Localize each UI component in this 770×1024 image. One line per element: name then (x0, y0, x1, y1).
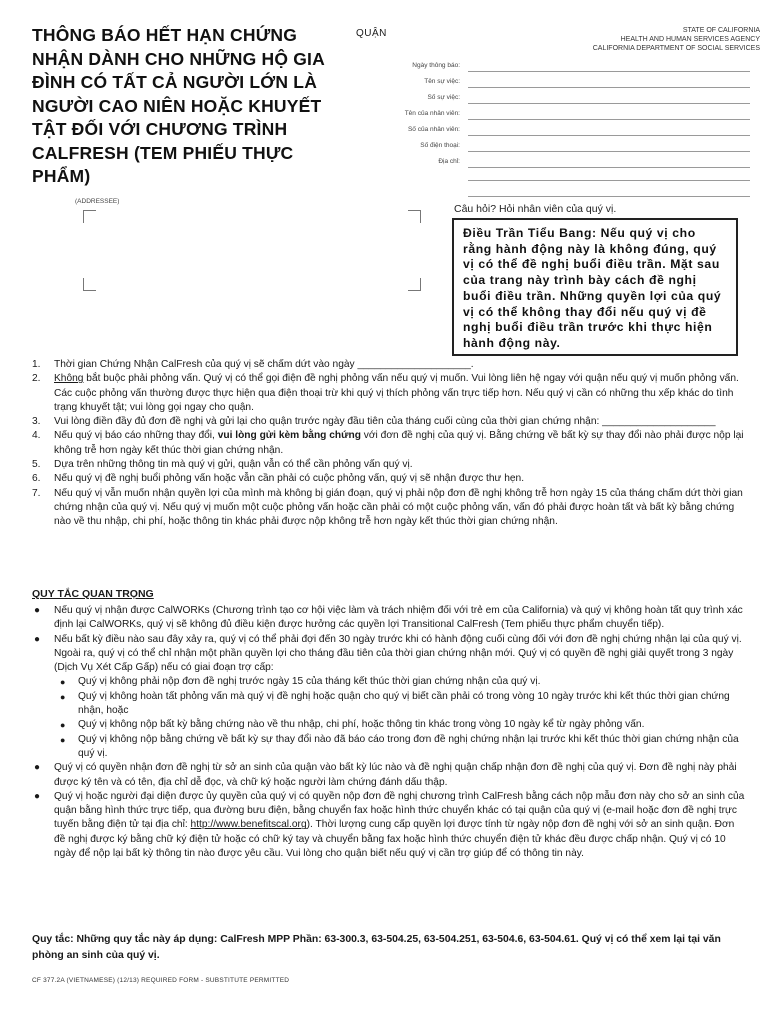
address-line[interactable] (468, 180, 750, 181)
field-label: Tên sự việc: (424, 78, 460, 85)
sub-list-item: ● Quý vị không nộp bằng chứng về bất kỳ sự thay đổi nào đã báo cáo trong đơn đề nghị chứng nhận lại trước khi kết thúc thời gian chứng nhận của quý vị. (60, 733, 739, 759)
agency-block (593, 26, 760, 53)
numbered-list (32, 358, 746, 530)
bullet-icon: ● (34, 790, 41, 802)
worker-number-field[interactable] (340, 124, 750, 136)
field-label: Địa chỉ: (438, 158, 460, 165)
case-name-field[interactable] (340, 76, 750, 88)
fair-hearing-text: Điều Trần Tiểu Bang: Nếu quý vị cho rằng hành động này là không đúng, quý vị có thể đề nghị buổi điều trần. Mặt sau của trang này trình bày cách đề nghị buổi điều trần. Những quyền lợi của quý vị có thể không thay đổi nếu quý vị đề nghị buổi điều trần trước khi thực hiện hành động này. (463, 226, 722, 350)
list-item: 5. Dựa trên những thông tin mà quý vị gửi, quận vẫn có thể cần phỏng vấn quý vị. (32, 459, 413, 471)
bullet-icon: ● (34, 762, 41, 774)
field-label: Tên của nhân viên: (404, 110, 460, 117)
list-item: ● Quý vị có quyền nhận đơn đề nghị từ sở an sinh của quận vào bất kỳ lúc nào và đề nghị quận chấp nhận đơn đề nghị của quý vị. Đơn đề nghị này phải được ký tên và có tên, địa chỉ dễ đọc, và chữ ký hoặc người làm chứng đánh dấu thập. (34, 762, 737, 788)
list-item: 2. Không bắt buộc phải phỏng vấn. Quý vị có thể gọi điện đề nghị phỏng vấn nếu quý vị muốn. Vui lòng liên hệ ngay với quận nếu quý vị muốn phỏng vấn. Các cuộc phỏng vấn thường được thực hiện qua điện thoại trừ khi quý vị thích phỏng vấn trực tiếp hơn. Nếu quý vị cần có những thu xếp khác do tình trạng khuyết tật; vui lòng gọi ngay cho quận. (32, 373, 739, 413)
list-item: 3. Vui lòng điền đầy đủ đơn đề nghị và gửi lại cho quận trước ngày đầu tiên của tháng cuối cùng của thời gian chứng nhận: ____________________ (32, 416, 716, 428)
benefitscal-link[interactable]: http://www.benefitscal.org (190, 819, 307, 831)
list-item: 1. Thời gian Chứng Nhận CalFresh của quý vị sẽ chấm dứt vào ngày ____________________. (32, 359, 474, 370)
section-heading: QUY TẮC QUAN TRỌNG (32, 588, 154, 600)
phone-field[interactable] (340, 140, 750, 152)
agency-line: STATE OF CALIFORNIA (682, 27, 760, 34)
question-text: Câu hỏi? Hỏi nhân viên của quý vị. (454, 203, 617, 215)
list-item: 6. Nếu quý vị đề nghị buổi phỏng vấn hoặc vẫn cần phải có cuộc phỏng vấn, quý vị sẽ nhận được thư hẹn. (32, 473, 525, 485)
sub-list-item: ● Quý vị không nộp bất kỳ bằng chứng nào về thu nhập, chi phí, hoặc thông tin khác trong vòng 10 ngày kể từ ngày phỏng vấn. (54, 718, 746, 732)
list-item: 4. Nếu quý vị báo cáo những thay đổi, vui lòng gửi kèm bằng chứng với đơn đề nghị của quý vị. Bằng chứng về bất kỳ sự thay đổi nào phải được nộp lại không trễ hơn ngày kết thúc thời gian chứng nhận. (32, 430, 744, 456)
addressee-label: (ADDRESSEE) (75, 198, 120, 205)
case-number-field[interactable] (340, 92, 750, 104)
bullet-list (32, 604, 746, 861)
window-corner-mark (83, 210, 96, 223)
bullet-icon: ● (60, 677, 66, 688)
worker-name-field[interactable] (340, 108, 750, 120)
bullet-icon: ● (34, 605, 41, 616)
address-line[interactable] (468, 196, 750, 197)
county-label: QUẬN (356, 28, 387, 39)
list-item: 7. Nếu quý vị vẫn muốn nhận quyền lợi của mình mà không bị gián đoạn, quý vị phải nộp đơn đề nghị không trễ hơn ngày 15 của tháng chấm dứt thời gian chứng nhận của quý vị. Nếu quý vị muốn một cuộc phỏng vấn hoặc cần phải có một cuộc phỏng vấn, vấn đó phải được hoàn tất và bất kỳ bằng chứng nào về thu nhập, chi phí, hoặc thông tin khác phải được nộp không trễ hơn ngày kết thúc thời gian chứng nhận. (32, 487, 743, 528)
field-label: Số của nhân viên: (407, 126, 460, 133)
address-field[interactable] (340, 156, 750, 168)
fair-hearing-box (452, 218, 738, 356)
window-corner-mark (83, 278, 96, 291)
bullet-icon: ● (34, 633, 41, 645)
agency-line: HEALTH AND HUMAN SERVICES AGENCY (620, 36, 760, 43)
window-corner-mark (408, 278, 421, 291)
bullet-icon: ● (60, 720, 66, 731)
bullet-icon: ● (60, 691, 66, 702)
list-item: ● Nếu bất kỳ điều nào sau đây xảy ra, quý vị có thể phải đợi đến 30 ngày trước khi có hành động cuối cùng đối với đơn đề nghị chứng nhận lại của quý vị. Ngoài ra, quý vị có thể chỉ nhận một phần quyền lợi cho tháng đầu tiên của thời gian chứng nhận mới. Quý vị có quyền đề nghị giải quyết trong 3 ngày (Dịch Vụ Xét Cấp Gấp) nếu có giai đoạn trợ cấp: ● Quý vị không phải nộp đơn đề nghị trước ngày 15 của tháng kết thúc thời gian chứng nhận của quý vị. ● Quý vị không hoàn tất phỏng vấn mà quý vị đề nghị hoặc quận cho quý vị biết cần phải có trong vòng 10 ngày trước khi kết thúc thời gian chứng nhận, hoặc ● Quý vị không nộp bất kỳ bằng chứng nào về thu nhập, chi phí, hoặc thông tin khác trong vòng 10 ngày kể từ ngày phỏng vấn. ● Quý vị không nộp bằng chứng về bất kỳ sự thay đổi nào đã báo cáo trong đơn đề nghị chứng nhận lại trước khi kết thúc thời gian chứng nhận của quý vị. (32, 633, 746, 762)
sub-list-item: ● Quý vị không hoàn tất phỏng vấn mà quý vị đề nghị hoặc quận cho quý vị biết cần phải có trong vòng 10 ngày trước khi kết thúc thời gian chứng nhận, hoặc (60, 690, 730, 717)
field-label: Số điện thoại: (420, 142, 460, 149)
sub-list-item: ● Quý vị không phải nộp đơn đề nghị trước ngày 15 của tháng kết thúc thời gian chứng nhận của quý vị. (54, 675, 746, 689)
field-label: Ngày thông báo: (412, 62, 460, 69)
agency-line: CALIFORNIA DEPARTMENT OF SOCIAL SERVICES (592, 45, 760, 52)
sub-bullet-list (54, 675, 746, 761)
notice-date-field[interactable] (340, 60, 750, 72)
list-item: ● Nếu quý vị nhận được CalWORKs (Chương trình tạo cơ hội việc làm và trách nhiệm đối với trẻ em của California) và quý vị không hoàn tất quy trình xác định lại CalWORKs, quý vị sẽ không đủ điều kiện được hưởng các quyền lợi Transitional CalFresh (Tem phiếu thực phẩm chuyển tiếp). (34, 605, 743, 631)
rules-text: Quy tắc: Những quy tắc này áp dụng: CalFresh MPP Phần: 63-300.3, 63-504.25, 63-504.251, 63-504.6, 63-504.61. Quý vị có thể xem lại tại văn phòng an sinh của quý vị. (32, 934, 721, 961)
page-title: THÔNG BÁO HẾT HẠN CHỨNG NHẬN DÀNH CHO NHỮNG HỘ GIA ĐÌNH CÓ TẤT CẢ NGƯỜI LỚN LÀ NGƯỜI CAO NIÊN HOẶC KHUYẾT TẬT ĐỐI VỚI CHƯƠNG TRÌNH CALFRESH (TEM PHIẾU THỰC PHẨM) (32, 25, 325, 186)
bullet-icon: ● (60, 734, 66, 745)
form-footer: CF 377.2A (VIETNAMESE) (12/13) REQUIRED FORM - SUBSTITUTE PERMITTED (32, 977, 290, 984)
field-label: Số sự việc: (427, 94, 460, 101)
list-item: ● Quý vị hoặc người đại diện được ủy quyền của quý vị có quyền nộp đơn đề nghị chương trình CalFresh bằng cách nộp mẫu đơn này cho sở an sinh của quận bằng hình thức trực tiếp, qua đường bưu điện, bằng chuyển fax hoặc hình thức chuyển khác có tại quận của quý vị (e-mail hoặc đơn đề nghị trực tuyến bằng điện tử tại địa chỉ: http://www.benefitscal.org). Thời lượng cung cấp quyền lợi được tính từ ngày nộp đơn đề nghị với sở an sinh quận. Đơn đề nghị được ký bằng chữ ký điện tử hoặc có chữ ký tay và chuyển bằng fax hoặc hình thức chuyển điện tử khác đều được chấp nhận. Quý vị có 10 ngày để nộp lại bất kỳ thông tin nào được yêu cầu. Vui lòng cho quận biết nếu quý vị cần trợ giúp để có thông tin này. (34, 790, 745, 860)
window-corner-mark (408, 210, 421, 223)
